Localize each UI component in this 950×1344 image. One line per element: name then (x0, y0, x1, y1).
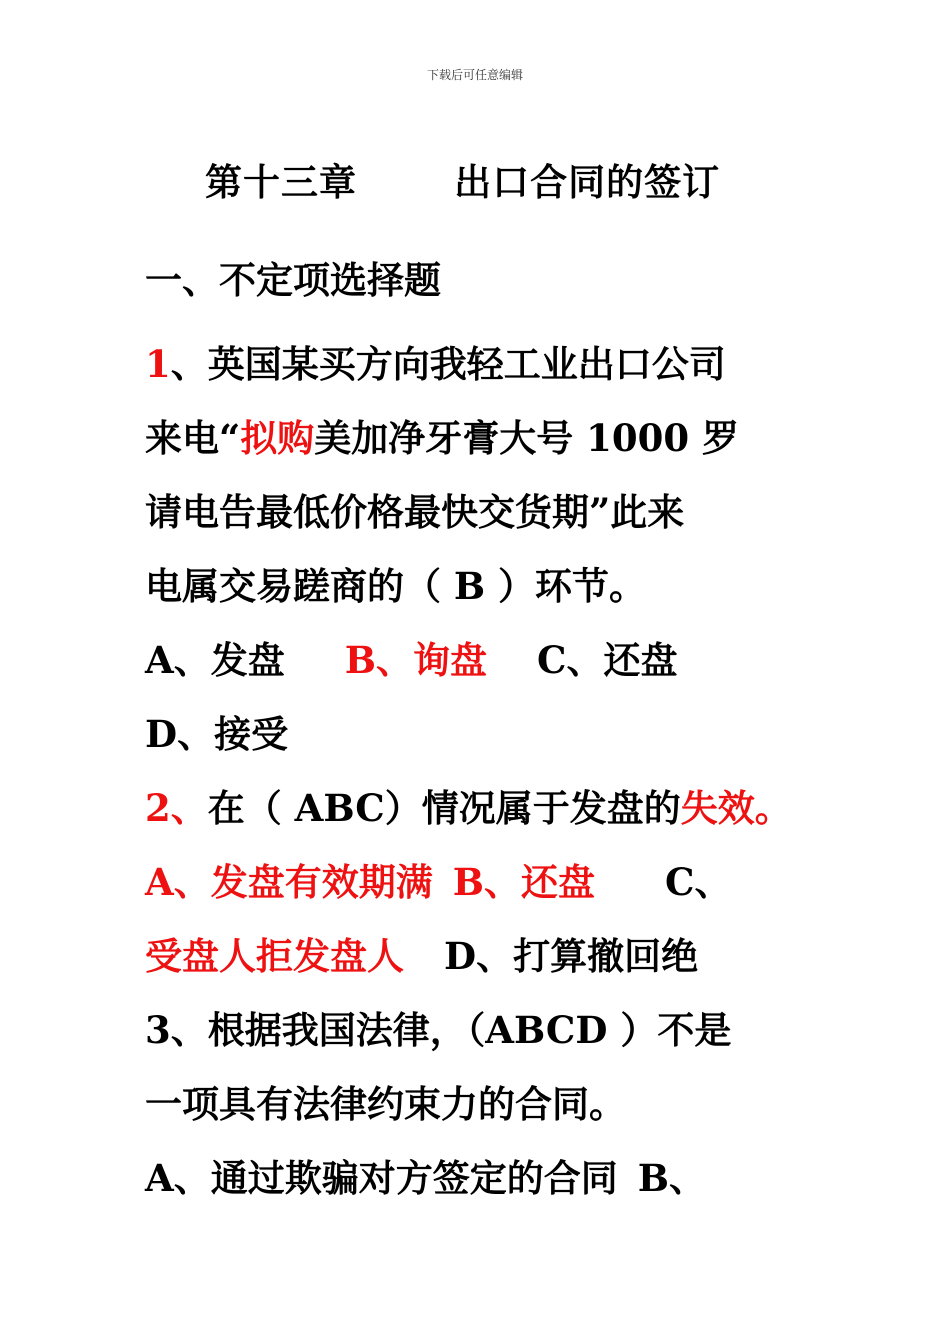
q2-option-c-label: C、 (665, 860, 732, 904)
q1-text-2c: 美加净牙膏大号 1000 罗 (314, 416, 740, 460)
q2-option-a: A、发盘有效期满 (145, 860, 433, 904)
q2-option-c-text: 受盘人拒发盘人 (145, 934, 404, 978)
q1-text-1: 、英国某买方向我轻工业出口公司 (170, 342, 726, 386)
section-heading: 一、不定项选择题 (145, 258, 441, 302)
q1-option-a: A、发盘 (145, 638, 285, 682)
q3-options-row (145, 1156, 706, 1200)
q1-line-2 (145, 416, 739, 460)
q2-stem-text: 在（ ABC）情况属于发盘的 (207, 786, 681, 830)
q2-option-b: B、还盘 (452, 860, 595, 904)
q3-option-a: A、通过欺骗对方签定的合同 (145, 1156, 618, 1200)
q1-text-2a: 来电“ (145, 416, 241, 460)
q2-number: 2、 (145, 786, 208, 830)
q3-option-b: B、 (637, 1156, 706, 1200)
q2-options-row-1 (145, 860, 731, 904)
header-note: 下载后可任意编辑 (426, 68, 523, 82)
q3-line-2: 一项具有法律约束力的合同。 (145, 1082, 626, 1126)
q1-line-1 (145, 342, 726, 386)
q1-options-row (145, 638, 677, 682)
q2-stem (145, 786, 792, 830)
q1-number: 1 (145, 342, 171, 386)
q2-option-d: D、打算撤回绝 (444, 934, 699, 978)
q1-option-d: D、接受 (145, 712, 289, 756)
page-title: 第十三章 出口合同的签订 (205, 160, 721, 204)
q1-highlight: 拟购 (240, 416, 315, 460)
q1-line-3: 请电告最低价格最快交货期”此来 (145, 490, 685, 534)
q3-line-1: 3、根据我国法律，（ABCD ）不是 (145, 1008, 732, 1052)
q2-options-row-2 (145, 934, 698, 978)
q1-line-4: 电属交易蹉商的（ B ）环节。 (145, 564, 647, 608)
q1-option-b: B、询盘 (344, 638, 487, 682)
q2-stem-highlight: 失效。 (680, 786, 792, 830)
q1-option-c: C、还盘 (537, 638, 678, 682)
